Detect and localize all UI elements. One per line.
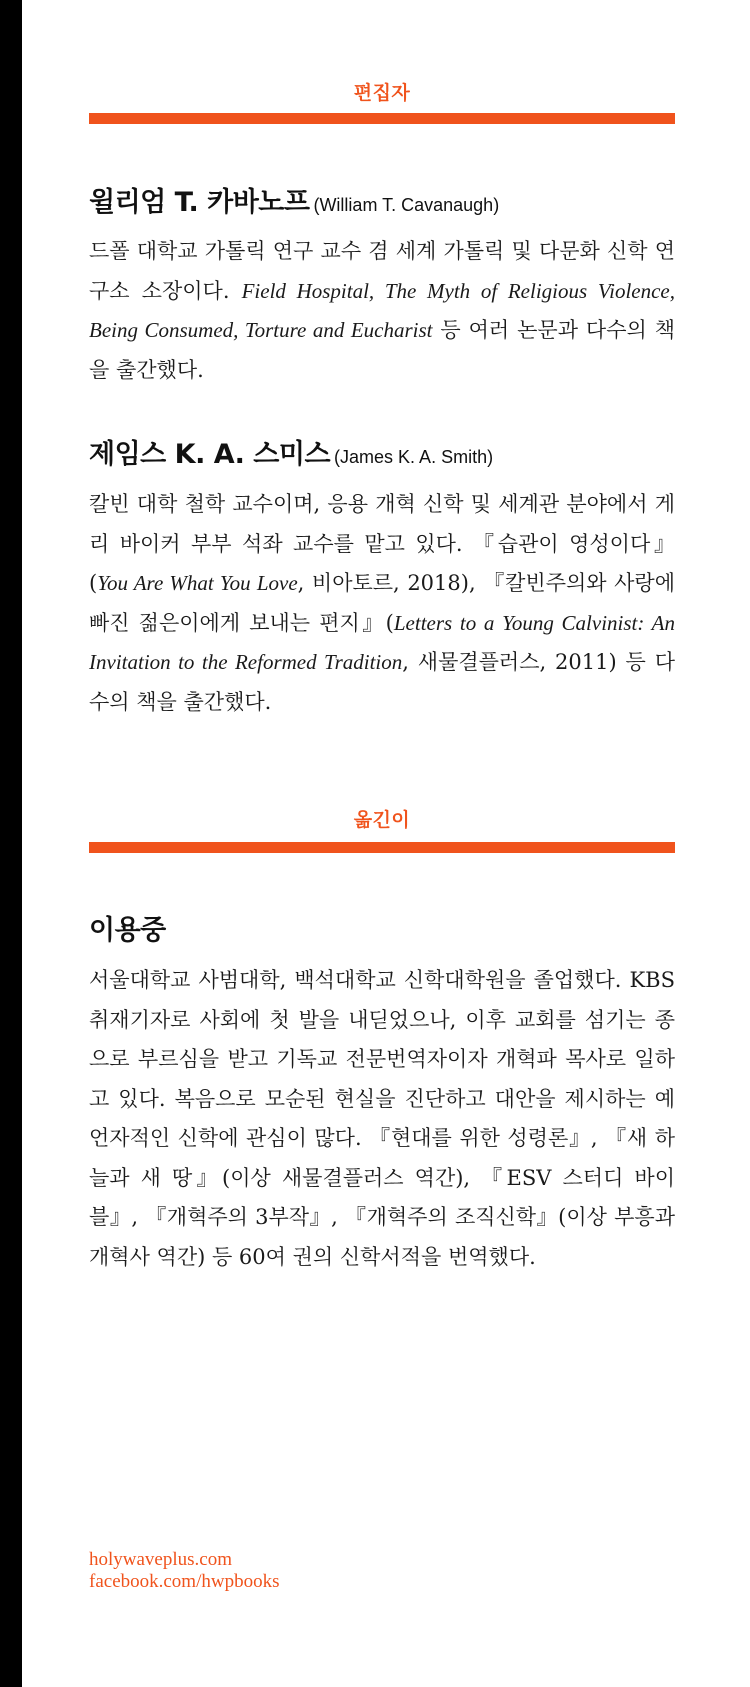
editor-2-name (89, 432, 675, 471)
translator-bio: 서울대학교 사범대학, 백석대학교 신학대학원을 졸업했다. KBS 취재기자로 사회에 첫 발을 내딛었으나, 이후 교회를 섬기는 종으로 부르심을 받고 기독교 전문번역자이자 개혁파 목사로 일하고 있다. 복음으로 모순된 현실을 진단하고 대안을 제시하는 예언자적인 신학에 관심이 많다. 『현대를 위한 성령론』, 『새 하늘과 새 땅』(이상 새물결플러스 역간), 『ESV 스터디 바이블』, 『개혁주의 3부작』, 『개혁주의 조직신학』(이상 부흥과개혁사 역간) 등 60여 권의 신학서적을 번역했다. (89, 968, 675, 1269)
translator-heading-rule (89, 842, 675, 853)
editor-1-name-ko: 윌리엄 T. 카바노프 (89, 187, 310, 218)
editor-2-name-ko: 제임스 K. A. 스미스 (89, 439, 331, 470)
bio-italic-title: Letters to a Young Calvinist: An Invitation to the Reformed Tradition (89, 610, 676, 674)
bio-text: 칼빈 대학 철학 교수이며, 응용 개혁 신학 및 세계관 분야에서 게리 바이커 부부 석좌 교수를 맡고 있다. 『습관이 영성이다』( (89, 492, 675, 595)
editor-1-name-en: (William T. Cavanaugh) (313, 195, 500, 215)
translator-heading: 옮긴이 (353, 810, 411, 831)
book-spine-bar (0, 0, 22, 1687)
facebook-link[interactable]: facebook.com/hwpbooks (89, 1571, 280, 1592)
footer-links (89, 1549, 279, 1593)
editor-1-name (89, 180, 675, 219)
website-link[interactable]: holywaveplus.com (89, 1549, 233, 1570)
bio-italic-title: You Are What You Love (97, 571, 298, 595)
bio-text: 등 여러 논문과 다수의 책을 출간했다. (89, 318, 675, 382)
editors-heading: 편집자 (353, 83, 411, 104)
bio-text: 드폴 대학교 가톨릭 연구 교수 겸 세계 가톨릭 및 다문화 신학 연구소 소장이다. (89, 239, 675, 303)
bio-text: , 새물결플러스, 2011) 등 다수의 책을 출간했다. (89, 650, 675, 714)
editor-2-bio (89, 485, 675, 722)
bio-text: , 비아토르, 2018), 『칼빈주의와 사랑에 빠진 젊은이에게 보내는 편지』( (89, 571, 675, 635)
editor-1-bio (89, 232, 675, 390)
editor-2-name-en: (James K. A. Smith) (334, 447, 494, 467)
translator-name: 이용중 (89, 915, 166, 946)
editors-heading-rule (89, 113, 675, 124)
bio-italic-title: Field Hospital, The Myth of Religious Violence, Being Consumed, Torture and Eucharist (89, 278, 675, 342)
